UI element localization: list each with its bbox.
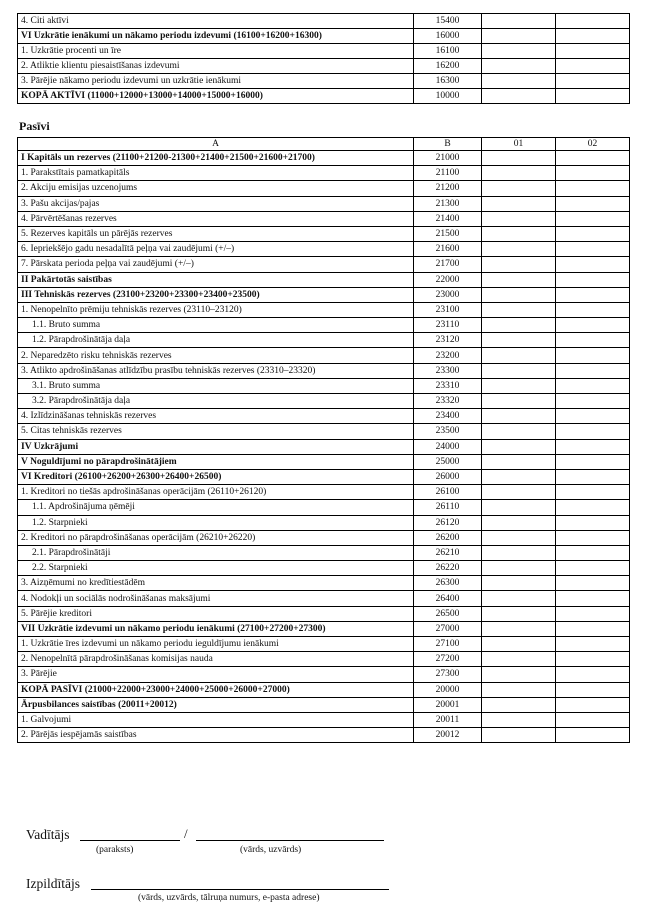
row-label: 2. Atliktie klientu piesaistīšanas izdevumi [18, 59, 414, 74]
assets-row [18, 14, 630, 29]
liabilities-row [18, 606, 630, 621]
value-cell-01[interactable] [482, 500, 556, 515]
value-cell-01[interactable] [482, 561, 556, 576]
row-label: VI Kreditori (26100+26200+26300+26400+26500) [18, 469, 414, 484]
value-cell-02[interactable] [556, 682, 630, 697]
value-cell-02[interactable] [556, 485, 630, 500]
row-label: 4. Pārvērtēšanas rezerves [18, 211, 414, 226]
liabilities-row [18, 545, 630, 560]
row-label: 1. Kreditori no tiešās apdrošināšanas operācijām (26110+26120) [18, 485, 414, 500]
value-cell-01[interactable] [482, 166, 556, 181]
value-cell-01[interactable] [482, 728, 556, 743]
assets-row [18, 44, 630, 59]
row-label: 5. Pārējie kreditori [18, 606, 414, 621]
value-cell-01[interactable] [482, 257, 556, 272]
value-cell-02[interactable] [556, 272, 630, 287]
value-cell-02[interactable] [556, 242, 630, 257]
assets-table-body [18, 14, 630, 104]
row-label: KOPĀ PASĪVI (21000+22000+23000+24000+25000+26000+27000) [18, 682, 414, 697]
row-label: 4. Citi aktīvi [18, 14, 414, 29]
row-label: 3. Pārējie nākamo periodu izdevumi un uzkrātie ienākumi [18, 74, 414, 89]
value-cell-02[interactable] [556, 712, 630, 727]
executor-label: Izpildītājs [26, 876, 80, 891]
row-label: 1. Nenopelnīto prēmiju tehniskās rezerves (23110–23120) [18, 302, 414, 317]
value-cell-02[interactable] [556, 500, 630, 515]
value-cell-01[interactable] [482, 637, 556, 652]
liabilities-row [18, 242, 630, 257]
liabilities-row [18, 151, 630, 166]
row-code: 25000 [414, 454, 482, 469]
liabilities-row [18, 302, 630, 317]
value-cell-02[interactable] [556, 196, 630, 211]
liabilities-row [18, 181, 630, 196]
assets-continuation-table [17, 13, 630, 104]
row-code: 26300 [414, 576, 482, 591]
name-caption: (vārds, uzvārds) [240, 845, 302, 855]
value-cell-02[interactable] [556, 545, 630, 560]
row-label: 2.1. Pārapdrošinātāji [18, 545, 414, 560]
row-label: 2. Pārējās iespējamās saistības [18, 728, 414, 743]
row-label: IV Uzkrājumi [18, 439, 414, 454]
value-cell-01[interactable] [482, 74, 556, 89]
value-cell-02[interactable] [556, 439, 630, 454]
value-cell-02[interactable] [556, 637, 630, 652]
row-code: 23500 [414, 424, 482, 439]
row-code: 21700 [414, 257, 482, 272]
value-cell-02[interactable] [556, 89, 630, 104]
liabilities-row [18, 637, 630, 652]
value-cell-01[interactable] [482, 591, 556, 606]
row-code: 23400 [414, 409, 482, 424]
value-cell-02[interactable] [556, 606, 630, 621]
liabilities-row [18, 485, 630, 500]
row-code: 20000 [414, 682, 482, 697]
row-code: 26000 [414, 469, 482, 484]
value-cell-01[interactable] [482, 29, 556, 44]
manager-signature-line[interactable] [80, 840, 180, 841]
value-cell-02[interactable] [556, 74, 630, 89]
row-label: 1.2. Starpnieki [18, 515, 414, 530]
row-code: 26100 [414, 485, 482, 500]
value-cell-02[interactable] [556, 378, 630, 393]
value-cell-01[interactable] [482, 348, 556, 363]
value-cell-01[interactable] [482, 485, 556, 500]
row-code: 26220 [414, 561, 482, 576]
row-code: 23000 [414, 287, 482, 302]
value-cell-01[interactable] [482, 469, 556, 484]
value-cell-02[interactable] [556, 257, 630, 272]
liabilities-row [18, 257, 630, 272]
signature-caption: (paraksts) [96, 845, 134, 855]
value-cell-02[interactable] [556, 151, 630, 166]
value-cell-01[interactable] [482, 318, 556, 333]
row-label: 3.1. Bruto summa [18, 378, 414, 393]
row-label: 1. Parakstītais pamatkapitāls [18, 166, 414, 181]
assets-row [18, 74, 630, 89]
value-cell-02[interactable] [556, 59, 630, 74]
liabilities-row [18, 196, 630, 211]
row-label: 3. Pārējie [18, 667, 414, 682]
value-cell-02[interactable] [556, 621, 630, 636]
liabilities-row [18, 287, 630, 302]
liabilities-row [18, 424, 630, 439]
value-cell-02[interactable] [556, 333, 630, 348]
value-cell-02[interactable] [556, 287, 630, 302]
value-cell-02[interactable] [556, 44, 630, 59]
value-cell-02[interactable] [556, 14, 630, 29]
row-code: 23200 [414, 348, 482, 363]
row-label: 4. Nodokļi un sociālās nodrošināšanas maksājumi [18, 591, 414, 606]
value-cell-02[interactable] [556, 166, 630, 181]
row-code: 23300 [414, 363, 482, 378]
value-cell-01[interactable] [482, 14, 556, 29]
row-code: 15400 [414, 14, 482, 29]
liabilities-row [18, 439, 630, 454]
value-cell-02[interactable] [556, 591, 630, 606]
row-code: 23120 [414, 333, 482, 348]
value-cell-02[interactable] [556, 409, 630, 424]
row-label: 3. Pašu akcijas/pajas [18, 196, 414, 211]
liabilities-row [18, 211, 630, 226]
row-code: 21500 [414, 226, 482, 241]
row-code: 26210 [414, 545, 482, 560]
liabilities-row [18, 378, 630, 393]
value-cell-02[interactable] [556, 469, 630, 484]
value-cell-01[interactable] [482, 606, 556, 621]
liabilities-row [18, 226, 630, 241]
row-code: 21000 [414, 151, 482, 166]
row-label: VI Uzkrātie ienākumi un nākamo periodu izdevumi (16100+16200+16300) [18, 29, 414, 44]
value-cell-02[interactable] [556, 424, 630, 439]
value-cell-01[interactable] [482, 515, 556, 530]
liabilities-row [18, 500, 630, 515]
value-cell-01[interactable] [482, 424, 556, 439]
value-cell-01[interactable] [482, 439, 556, 454]
row-label: 4. Izlīdzināšanas tehniskās rezerves [18, 409, 414, 424]
value-cell-02[interactable] [556, 29, 630, 44]
value-cell-01[interactable] [482, 287, 556, 302]
value-cell-01[interactable] [482, 181, 556, 196]
value-cell-02[interactable] [556, 211, 630, 226]
row-label: Ārpusbilances saistības (20011+20012) [18, 697, 414, 712]
row-label: 1.1. Apdrošinājuma ņēmēji [18, 500, 414, 515]
manager-label: Vadītājs [26, 827, 70, 842]
value-cell-02[interactable] [556, 226, 630, 241]
liabilities-row [18, 591, 630, 606]
liabilities-table [17, 137, 630, 743]
value-cell-01[interactable] [482, 682, 556, 697]
value-cell-01[interactable] [482, 363, 556, 378]
row-label: I Kapitāls un rezerves (21100+21200-21300+21400+21500+21600+21700) [18, 151, 414, 166]
row-label: 2. Akciju emisijas uzcenojums [18, 181, 414, 196]
liabilities-row [18, 561, 630, 576]
value-cell-01[interactable] [482, 242, 556, 257]
row-label: 3. Aizņēmumi no kredītiestādēm [18, 576, 414, 591]
row-label: 1.1. Bruto summa [18, 318, 414, 333]
value-cell-01[interactable] [482, 151, 556, 166]
row-code: 16200 [414, 59, 482, 74]
value-cell-01[interactable] [482, 59, 556, 74]
row-label: 1. Galvojumi [18, 712, 414, 727]
row-code: 24000 [414, 439, 482, 454]
row-code: 21100 [414, 166, 482, 181]
liabilities-section-heading: Pasīvi [19, 119, 50, 133]
value-cell-02[interactable] [556, 530, 630, 545]
row-code: 21200 [414, 181, 482, 196]
value-cell-02[interactable] [556, 181, 630, 196]
value-cell-02[interactable] [556, 454, 630, 469]
row-code: 23100 [414, 302, 482, 317]
value-cell-01[interactable] [482, 44, 556, 59]
column-header-a: A [18, 138, 414, 151]
value-cell-01[interactable] [482, 530, 556, 545]
row-label: 1. Uzkrātie īres izdevumi un nākamo periodu ieguldījumu ienākumi [18, 637, 414, 652]
value-cell-01[interactable] [482, 697, 556, 712]
executor-line[interactable] [91, 889, 389, 890]
row-code: 26110 [414, 500, 482, 515]
row-label: KOPĀ AKTĪVI (11000+12000+13000+14000+15000+16000) [18, 89, 414, 104]
assets-row [18, 59, 630, 74]
assets-row [18, 89, 630, 104]
value-cell-01[interactable] [482, 302, 556, 317]
value-cell-01[interactable] [482, 378, 556, 393]
row-code: 26400 [414, 591, 482, 606]
assets-row [18, 29, 630, 44]
value-cell-02[interactable] [556, 576, 630, 591]
liabilities-row [18, 348, 630, 363]
value-cell-01[interactable] [482, 211, 556, 226]
value-cell-02[interactable] [556, 697, 630, 712]
liabilities-row [18, 515, 630, 530]
value-cell-02[interactable] [556, 348, 630, 363]
row-label: 5. Citas tehniskās rezerves [18, 424, 414, 439]
row-label: 3.2. Pārapdrošinātāja daļa [18, 394, 414, 409]
value-cell-01[interactable] [482, 89, 556, 104]
row-label: 3. Atlikto apdrošināšanas atlīdzību prasību tehniskās rezerves (23310–23320) [18, 363, 414, 378]
row-code: 26200 [414, 530, 482, 545]
value-cell-01[interactable] [482, 712, 556, 727]
value-cell-02[interactable] [556, 561, 630, 576]
liabilities-row [18, 394, 630, 409]
value-cell-01[interactable] [482, 545, 556, 560]
liabilities-row [18, 682, 630, 697]
liabilities-table-body [18, 151, 630, 743]
value-cell-02[interactable] [556, 652, 630, 667]
value-cell-01[interactable] [482, 454, 556, 469]
liabilities-row [18, 652, 630, 667]
row-label: 5. Rezerves kapitāls un pārējās rezerves [18, 226, 414, 241]
row-code: 27200 [414, 652, 482, 667]
value-cell-01[interactable] [482, 333, 556, 348]
executor-caption: (vārds, uzvārds, tālruņa numurs, e-pasta adrese) [138, 893, 320, 903]
liabilities-row [18, 363, 630, 378]
row-label: 7. Pārskata perioda peļņa vai zaudējumi (+/–) [18, 257, 414, 272]
liabilities-row [18, 712, 630, 727]
row-label: VII Uzkrātie izdevumi un nākamo periodu ienākumi (27100+27200+27300) [18, 621, 414, 636]
liabilities-row [18, 318, 630, 333]
row-code: 20012 [414, 728, 482, 743]
value-cell-02[interactable] [556, 318, 630, 333]
row-code: 20001 [414, 697, 482, 712]
row-code: 26120 [414, 515, 482, 530]
row-code: 27000 [414, 621, 482, 636]
row-label: III Tehniskās rezerves (23100+23200+23300+23400+23500) [18, 287, 414, 302]
liabilities-row [18, 272, 630, 287]
row-label: 2.2. Starpnieki [18, 561, 414, 576]
liabilities-row [18, 166, 630, 181]
row-label: V Noguldījumi no pārapdrošinātājiem [18, 454, 414, 469]
row-code: 22000 [414, 272, 482, 287]
row-label: II Pakārtotās saistības [18, 272, 414, 287]
liabilities-row [18, 530, 630, 545]
value-cell-02[interactable] [556, 394, 630, 409]
liabilities-row [18, 621, 630, 636]
liabilities-row [18, 454, 630, 469]
column-header-01: 01 [482, 138, 556, 151]
liabilities-row [18, 469, 630, 484]
value-cell-02[interactable] [556, 515, 630, 530]
row-code: 16100 [414, 44, 482, 59]
value-cell-02[interactable] [556, 728, 630, 743]
value-cell-01[interactable] [482, 226, 556, 241]
row-code: 21300 [414, 196, 482, 211]
row-label: 2. Neparedzēto risku tehniskās rezerves [18, 348, 414, 363]
value-cell-02[interactable] [556, 302, 630, 317]
value-cell-01[interactable] [482, 621, 556, 636]
value-cell-02[interactable] [556, 667, 630, 682]
row-code: 21600 [414, 242, 482, 257]
value-cell-02[interactable] [556, 363, 630, 378]
liabilities-row [18, 697, 630, 712]
row-label: 2. Kreditori no pārapdrošināšanas operācijām (26210+26220) [18, 530, 414, 545]
row-code: 21400 [414, 211, 482, 226]
row-code: 27300 [414, 667, 482, 682]
value-cell-01[interactable] [482, 409, 556, 424]
row-label: 1.2. Pārapdrošinātāja daļa [18, 333, 414, 348]
manager-name-line[interactable] [196, 840, 384, 841]
row-label: 2. Nenopelnītā pārapdrošināšanas komisijas nauda [18, 652, 414, 667]
value-cell-01[interactable] [482, 272, 556, 287]
liabilities-row [18, 409, 630, 424]
liabilities-row [18, 728, 630, 743]
value-cell-01[interactable] [482, 652, 556, 667]
liabilities-row [18, 333, 630, 348]
row-code: 10000 [414, 89, 482, 104]
value-cell-01[interactable] [482, 196, 556, 211]
liabilities-header-row [18, 138, 630, 151]
row-label: 6. Iepriekšējo gadu nesadalītā peļņa vai zaudējumi (+/–) [18, 242, 414, 257]
signature-slash: / [184, 826, 188, 841]
row-label: 1. Uzkrātie procenti un īre [18, 44, 414, 59]
value-cell-01[interactable] [482, 576, 556, 591]
row-code: 27100 [414, 637, 482, 652]
row-code: 20011 [414, 712, 482, 727]
row-code: 23110 [414, 318, 482, 333]
row-code: 26500 [414, 606, 482, 621]
row-code: 23320 [414, 394, 482, 409]
value-cell-01[interactable] [482, 667, 556, 682]
row-code: 16300 [414, 74, 482, 89]
liabilities-row [18, 667, 630, 682]
column-header-02: 02 [556, 138, 630, 151]
liabilities-row [18, 576, 630, 591]
row-code: 23310 [414, 378, 482, 393]
value-cell-01[interactable] [482, 394, 556, 409]
column-header-b: B [414, 138, 482, 151]
row-code: 16000 [414, 29, 482, 44]
